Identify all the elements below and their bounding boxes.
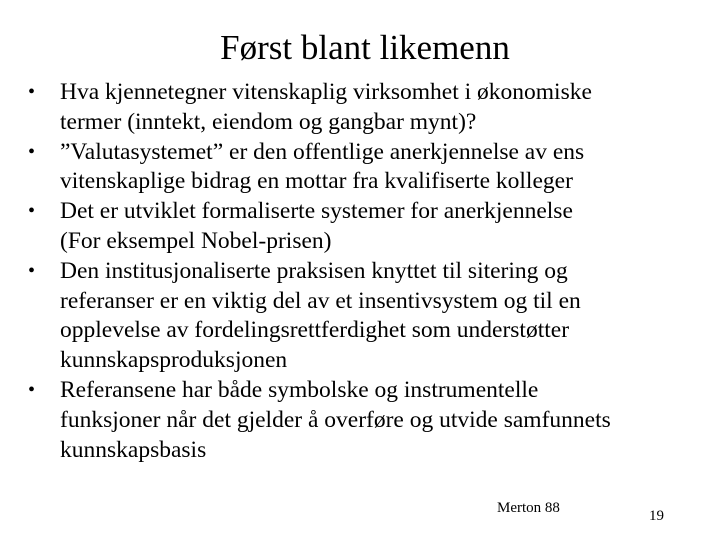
bullet-text-line: (For eksempel Nobel-prisen) bbox=[60, 227, 332, 254]
page-number: 19 bbox=[649, 508, 664, 524]
bullet-text-line: opplevelse av fordelingsrettferdighet som understøtter bbox=[60, 317, 570, 344]
bullet-text-line: kunnskapsproduksjonen bbox=[60, 347, 288, 374]
bullet-icon: • bbox=[28, 200, 36, 223]
bullet-item bbox=[28, 197, 720, 257]
bullet-list bbox=[28, 78, 720, 465]
bullet-icon: • bbox=[28, 140, 36, 163]
bullet-text-line: funksjoner når det gjelder å overføre og utvide samfunnets bbox=[60, 406, 611, 433]
bullet-item bbox=[28, 78, 720, 138]
bullet-text-line: ”Valutasystemet” er den offentlige anerkjennelse av ens bbox=[60, 138, 585, 165]
bullet-text-line: referanser er en viktig del av et insentivsystem og til en bbox=[60, 287, 581, 314]
slide-title: Først blant likemenn bbox=[220, 28, 510, 67]
bullet-text-line: kunnskapsbasis bbox=[60, 436, 207, 463]
bullet-icon: • bbox=[28, 81, 36, 103]
bullet-icon: • bbox=[28, 378, 36, 401]
bullet-text-line: Hva kjennetegner vitenskaplig virksomhet i økonomiske bbox=[60, 79, 592, 105]
bullet-text-line: vitenskaplige bidrag en mottar fra kvalifiserte kolleger bbox=[60, 168, 573, 195]
bullet-text-line: Det er utviklet formaliserte systemer for anerkjennelse bbox=[60, 198, 573, 225]
bullet-item bbox=[28, 376, 720, 465]
bullet-text-line: Den institusjonaliserte praksisen knyttet til sitering og bbox=[60, 257, 568, 284]
bullet-icon: • bbox=[28, 259, 36, 282]
bullet-text-line: Referansene har både symbolske og instrumentelle bbox=[60, 376, 539, 403]
bullet-item bbox=[28, 138, 720, 198]
source-citation: Merton 88 bbox=[497, 500, 560, 516]
bullet-item bbox=[28, 257, 720, 376]
bullet-text-line: termer (inntekt, eiendom og gangbar mynt)? bbox=[60, 108, 477, 135]
